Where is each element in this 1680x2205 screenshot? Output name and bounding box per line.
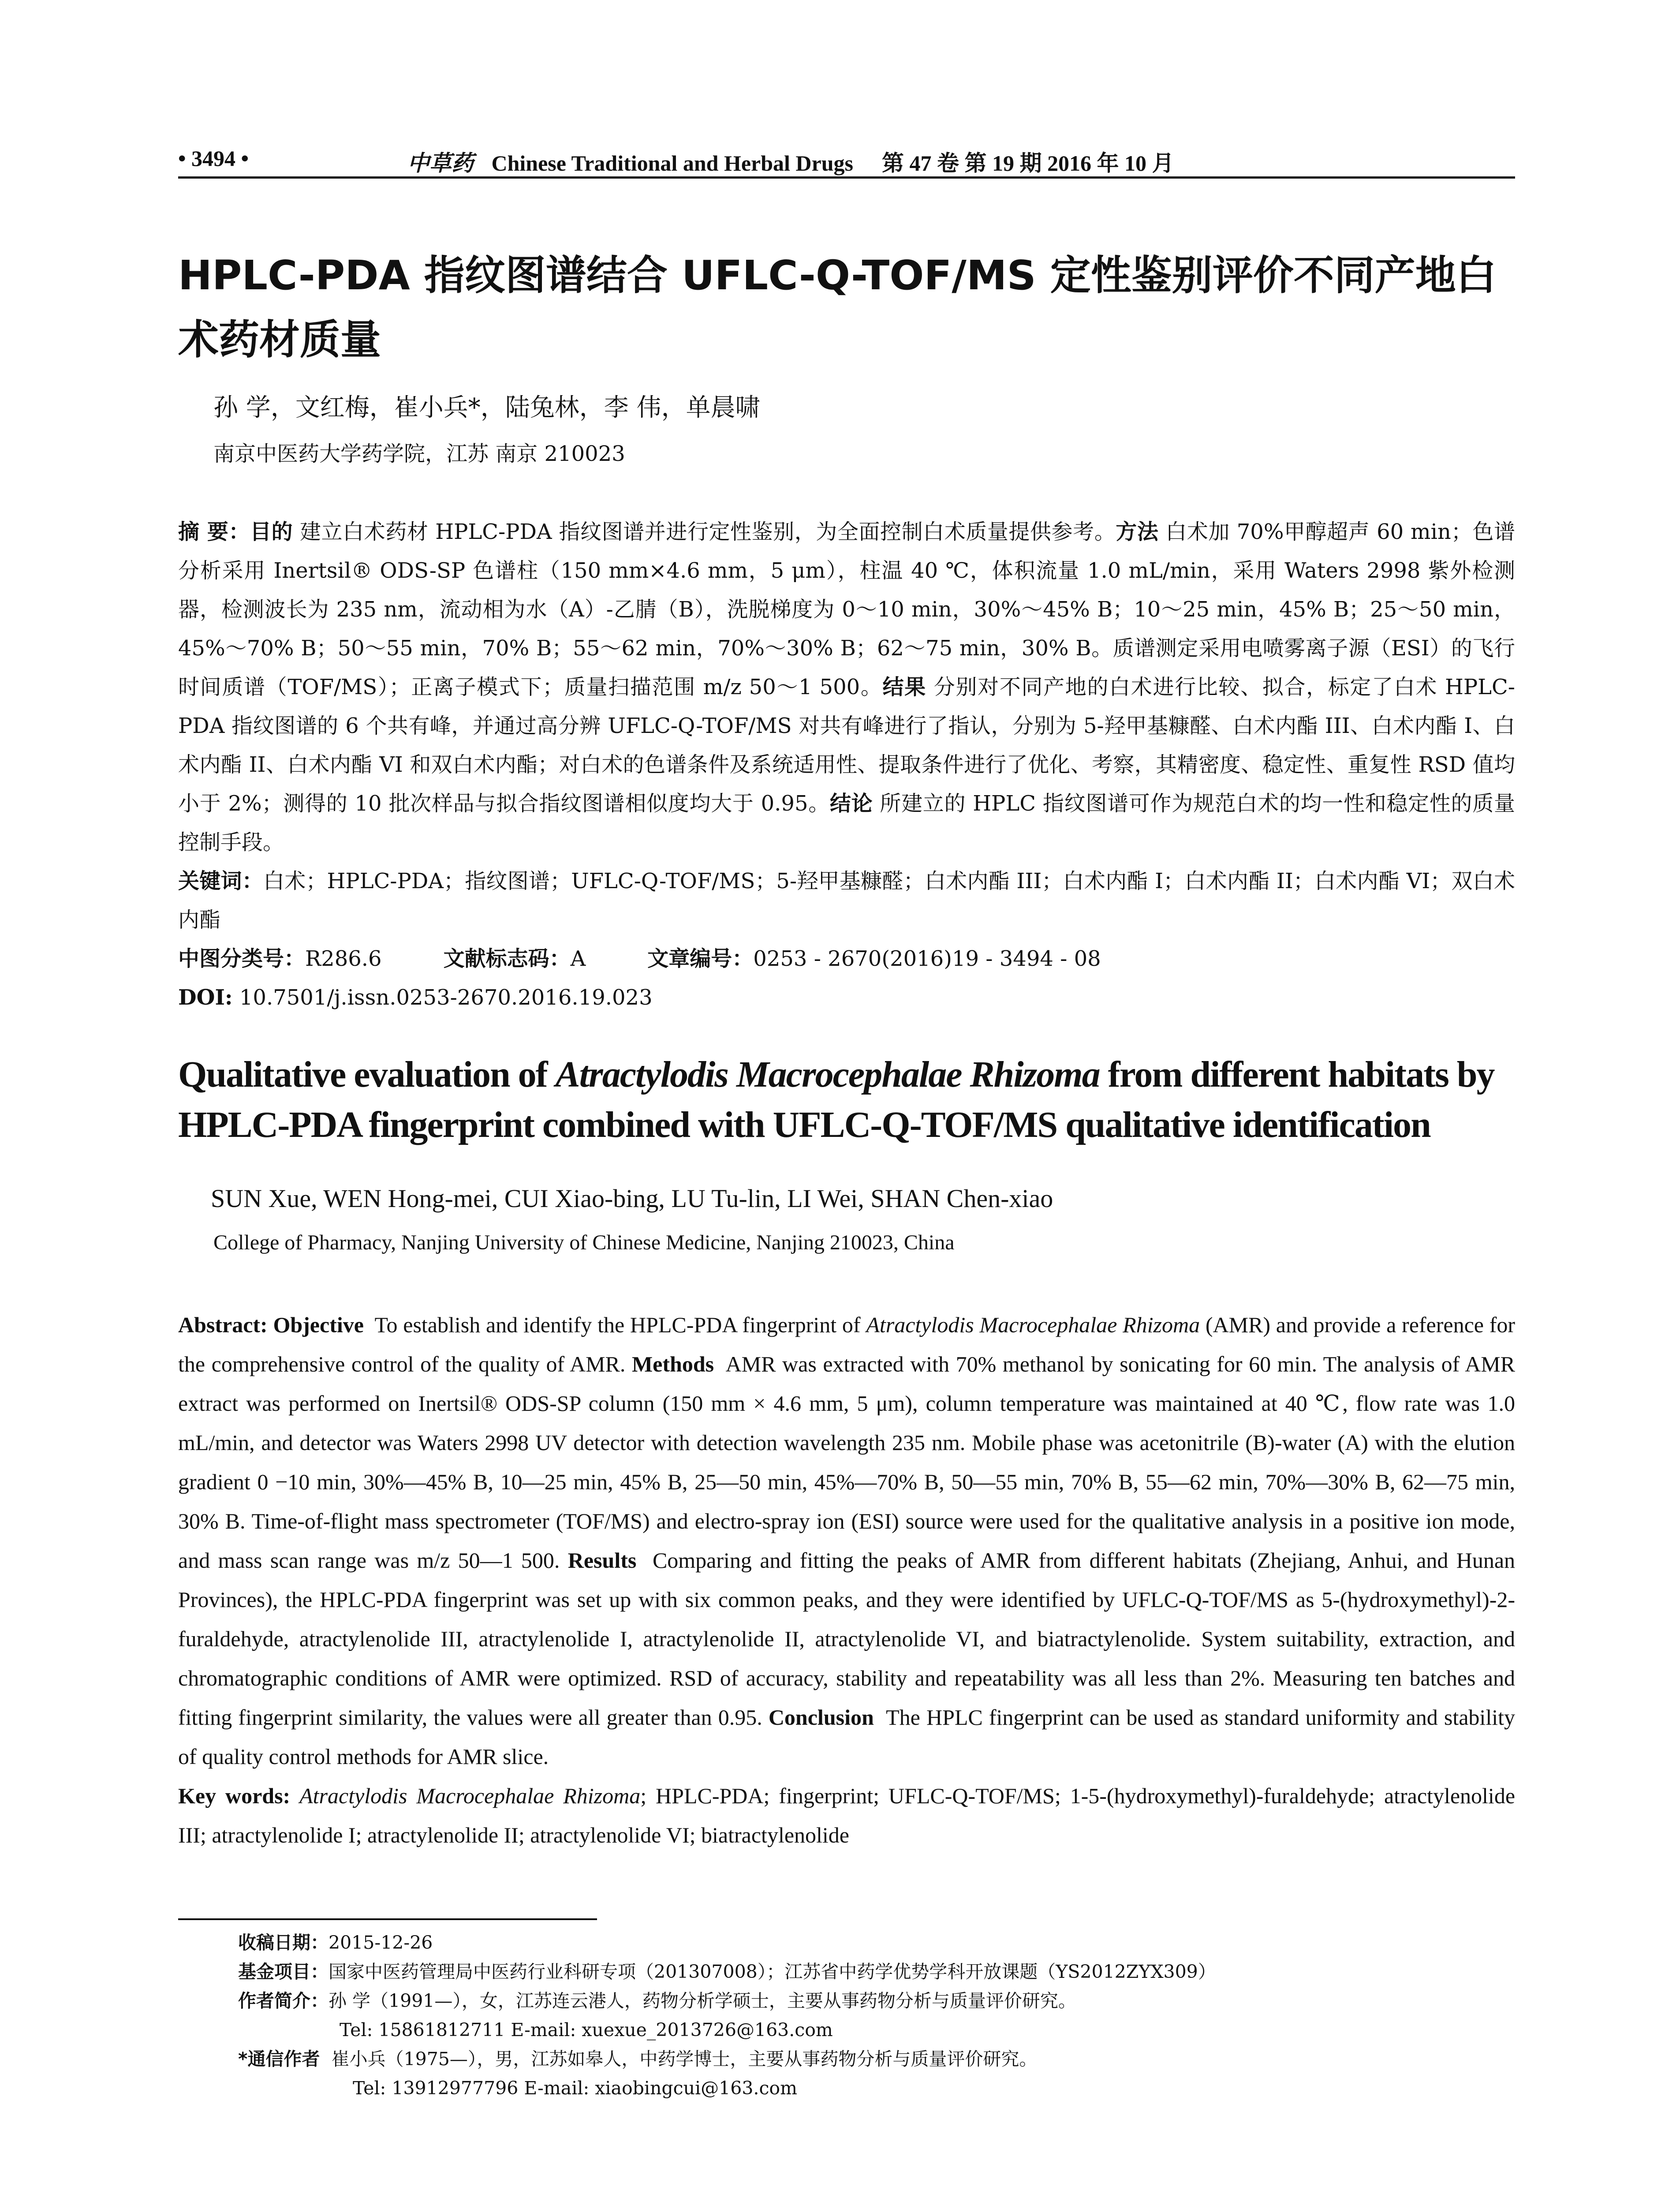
doc-code-value: A bbox=[570, 946, 586, 971]
objective-cn: 建立白术药材 HPLC-PDA 指纹图谱并进行定性鉴别，为全面控制白术质量提供参考。 bbox=[299, 519, 1116, 544]
objective-en-b: (AMR) and provide a reference for the comprehensive control of the quality of AMR. bbox=[178, 1312, 1516, 1376]
corr-text: 崔小兵（1975—），男，江苏如皋人，中药学博士，主要从事药物分析与质量评价研究。 bbox=[331, 2048, 1038, 2070]
bio-contact: Tel: 15861812711 E-mail: xuexue_2013726@163.com bbox=[340, 2019, 833, 2041]
received-row bbox=[238, 1928, 1517, 1957]
journal-issue: 第 47 卷 第 19 期 2016 年 10 月 bbox=[881, 151, 1174, 176]
objective-cn-label: 目的 bbox=[250, 519, 293, 544]
bio-label: 作者简介： bbox=[238, 1990, 329, 2011]
keywords-cn-label: 关键词： bbox=[178, 869, 264, 893]
keywords-cn-row bbox=[178, 862, 1515, 939]
doi-link[interactable]: 10.7501/j.issn.0253-2670.2016.19.023 bbox=[239, 985, 653, 1010]
objective-en-a: To establish and identify the HPLC-PDA fingerprint of bbox=[374, 1312, 866, 1337]
keywords-en: ; HPLC-PDA; fingerprint; UFLC-Q-TOF/MS; 1-5-(hydroxymethyl)-furaldehyde; atractylenolide III; atractylenolide I; atractylenolide II; atractylenolide VI; biatractylenolide bbox=[178, 1783, 1516, 1847]
article-no-label: 文章编号： bbox=[647, 946, 754, 971]
title-en-part1: Qualitative evaluation of bbox=[178, 1054, 556, 1095]
received-date: 2015-12-26 bbox=[329, 1932, 433, 1953]
header-rule bbox=[178, 176, 1515, 179]
conclusion-cn-label: 结论 bbox=[829, 791, 873, 816]
abstract-cn bbox=[178, 512, 1515, 1017]
affiliation-en: College of Pharmacy, Nanjing University of Chinese Medicine, Nanjing 210023, China bbox=[213, 1231, 955, 1254]
objective-en-label: Objective bbox=[273, 1312, 364, 1337]
title-en-part2: from different habitats by HPLC-PDA fingerprint combined with UFLC-Q-TOF/MS qualitative identification bbox=[178, 1054, 1494, 1145]
title-cn: HPLC-PDA 指纹图谱结合 UFLC-Q-TOF/MS 定性鉴别评价不同产地白术药材质量 bbox=[178, 252, 1497, 363]
methods-en: AMR was extracted with 70% methanol by sonicating for 60 min. The analysis of AMR extract was performed on Inertsil® ODS-SP column (150 mm × 4.6 mm, 5 μm), column temperature was maintained at 40 ℃, flow rate was 1.0 mL/min, and detector was Waters 2998 UV detector with detection wavelength 235 nm. Mobile phase was acetonitrile (B)-water (A) with the elution gradient 0 −10 min, 30%—45% B, 10—25 min, 45% B, 25—50 min, 45%—70% B, 50—55 min, 70% B, 55—62 min, 70%—30% B, 62—75 min, 30% B. Time-of-flight mass spectrometer (TOF/MS) and electro-spray ion (ESI) source were used for the qualitative analysis in a positive ion mode, and mass scan range was m/z 50—1 500. bbox=[178, 1352, 1516, 1573]
title-en-italic: Atractylodis Macrocephalae Rhizoma bbox=[555, 1054, 1100, 1095]
doi-label: DOI: bbox=[178, 985, 233, 1010]
clc-label: 中图分类号： bbox=[178, 946, 306, 971]
conclusion-en: The HPLC fingerprint can be used as standard uniformity and stability of quality control methods for AMR slice. bbox=[178, 1705, 1516, 1769]
doc-code-label: 文献标志码： bbox=[443, 946, 571, 971]
results-cn-label: 结果 bbox=[882, 675, 926, 699]
abstract-cn-label: 摘 要： bbox=[178, 519, 250, 544]
corr-contact: Tel: 13912977796 E-mail: xiaobingcui@163.com bbox=[353, 2078, 797, 2099]
results-en-label: Results bbox=[567, 1548, 637, 1573]
conclusion-en-label: Conclusion bbox=[768, 1705, 874, 1730]
abstract-cn-body bbox=[178, 512, 1515, 862]
keywords-cn: 白术；HPLC-PDA；指纹图谱；UFLC-Q-TOF/MS；5-羟甲基糠醛；白术内酯 III；白术内酯 I；白术内酯 II；白术内酯 VI；双白术内酯 bbox=[178, 869, 1515, 932]
results-cn: 分别对不同产地的白术进行比较、拟合，标定了白术 HPLC-PDA 指纹图谱的 6 个共有峰，并通过高分辨 UFLC-Q-TOF/MS 对共有峰进行了指认，分别为 5-羟甲基糠醛、白术内酯 III、白术内酯 I、白术内酯 II、白术内酯 VI 和双白术内酯；对白术的色谱条件及系统适用性、提取条件进行了优化、考察，其精密度、稳定性、重复性 RSD 值均小于 2%；测得的 10 批次样品与拟合指纹图谱相似度均大于 0.95。 bbox=[178, 675, 1515, 816]
keywords-en-label: Key words: bbox=[178, 1783, 291, 1808]
footnotes bbox=[238, 1928, 1517, 2103]
title-en bbox=[178, 1050, 1519, 1150]
journal-title bbox=[407, 146, 1174, 177]
conclusion-cn: 所建立的 HPLC 指纹图谱可作为规范白术的均一性和稳定性的质量控制手段。 bbox=[178, 791, 1515, 855]
fund-text: 国家中医药管理局中医药行业科研专项（201307008）；江苏省中药学优势学科开放课题（YS2012ZYX309） bbox=[329, 1961, 1216, 1982]
affiliation-cn: 南京中医药大学药学院，江苏 南京 210023 bbox=[213, 441, 625, 466]
authors-en: SUN Xue, WEN Hong-mei, CUI Xiao-bing, LU Tu-lin, LI Wei, SHAN Chen-xiao bbox=[211, 1184, 1053, 1213]
doi-row bbox=[178, 978, 1515, 1017]
results-en: Comparing and fitting the peaks of AMR from different habitats (Zhejiang, Anhui, and Hunan Provinces), the HPLC-PDA fingerprint was set up with six common peaks, and they were identified by UFLC-Q-TOF/MS as 5-(hydroxymethyl)-2-furaldehyde, atractylenolide III, atractylenolide I, atractylenolide II, atractylenolide VI, and biatractylenolide. System suitability, extraction, and chromatographic conditions of AMR were optimized. RSD of accuracy, stability and repeatability was all less than 2%. Measuring ten batches and fitting fingerprint similarity, the values were all greater than 0.95. bbox=[178, 1548, 1516, 1730]
fund-label: 基金项目： bbox=[238, 1961, 329, 1982]
abstract-en-body bbox=[178, 1305, 1515, 1776]
corr-label: *通信作者 bbox=[238, 2048, 320, 2070]
abstract-en bbox=[178, 1305, 1515, 1855]
abstract-en-label: Abstract: bbox=[178, 1312, 268, 1337]
objective-en-italic: Atractylodis Macrocephalae Rhizoma bbox=[866, 1312, 1200, 1337]
clc-value: R286.6 bbox=[305, 946, 382, 971]
running-header bbox=[178, 139, 1515, 179]
methods-cn-label: 方法 bbox=[1116, 519, 1159, 544]
journal-name-cn: 中草药 bbox=[407, 150, 474, 176]
methods-en-label: Methods bbox=[631, 1352, 714, 1376]
bio-row bbox=[238, 1986, 1517, 2015]
keywords-en-italic: Atractylodis Macrocephalae Rhizoma bbox=[299, 1783, 641, 1808]
bio-text: 孙 学（1991—），女，江苏连云港人，药物分析学硕士，主要从事药物分析与质量评价研究。 bbox=[329, 1990, 1076, 2011]
fund-row bbox=[238, 1957, 1517, 1986]
methods-cn: 白术加 70%甲醇超声 60 min；色谱分析采用 Inertsil® ODS-SP 色谱柱（150 mm×4.6 mm，5 μm），柱温 40 ℃，体积流量 1.0 mL/min，采用 Waters 2998 紫外检测器，检测波长为 235 nm，流动相为水（A）-乙腈（B），洗脱梯度为 0～10 min，30%～45% B；10～25 min，45% B；25～50 min，45%～70% B；50～55 min，70% B；55～62 min，70%～30% B；62～75 min，30% B。质谱测定采用电喷雾离子源（ESI）的飞行时间质谱（TOF/MS）；正离子模式下；质量扫描范围 m/z 50～1 500。 bbox=[178, 519, 1515, 699]
corr-row bbox=[238, 2044, 1517, 2074]
keywords-en-row bbox=[178, 1776, 1515, 1855]
page-number: • 3494 • bbox=[178, 146, 249, 171]
received-label: 收稿日期： bbox=[238, 1932, 329, 1953]
classification-row bbox=[178, 939, 1515, 978]
journal-name-en: Chinese Traditional and Herbal Drugs bbox=[491, 151, 853, 176]
article-no-value: 0253 - 2670(2016)19 - 3494 - 08 bbox=[753, 946, 1101, 971]
authors-cn: 孙 学，文红梅，崔小兵*，陆兔林，李 伟，单晨啸 bbox=[213, 393, 760, 422]
footnote-rule bbox=[178, 1918, 597, 1920]
